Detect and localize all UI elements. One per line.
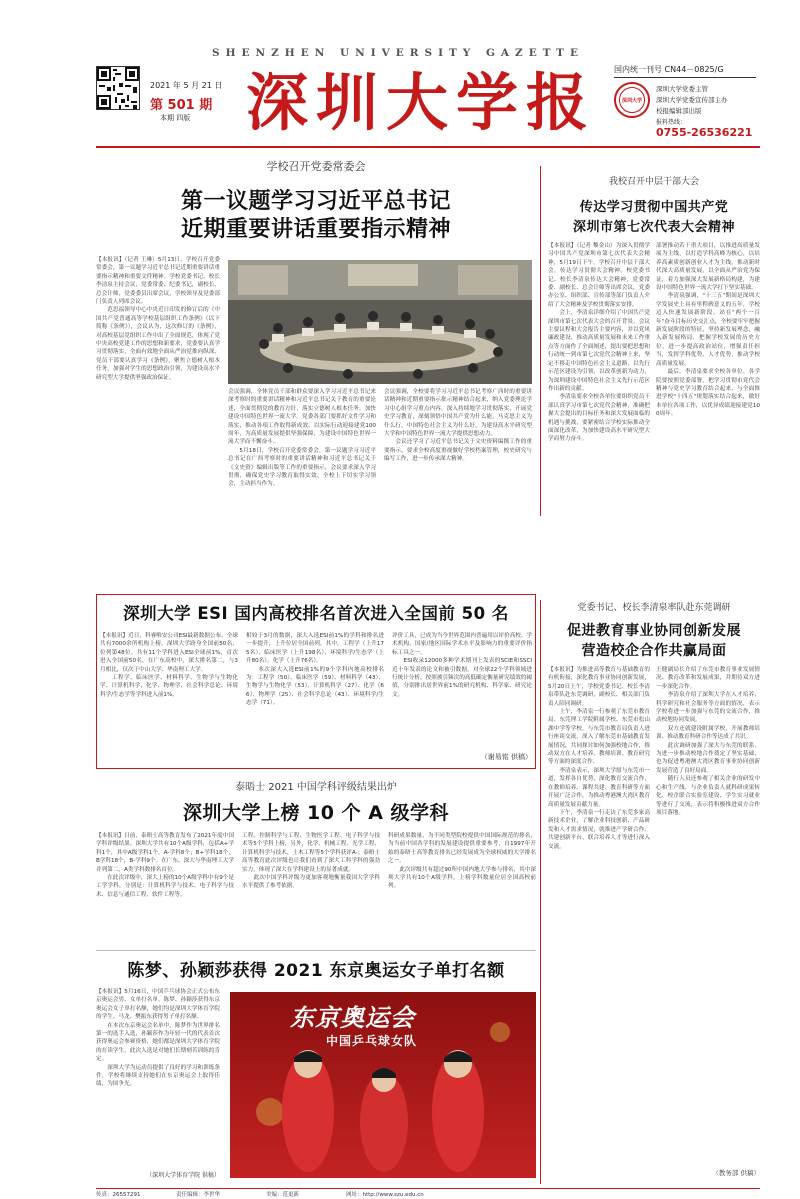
sponsor-2: 深圳大学党委宣传部主办 bbox=[656, 96, 728, 104]
article-4-col-2: 工程、控制科学与工程、生物医学工程、电子科学与技术等5个学科上榜，另外，化学、机械工程、光学工程、计算机科学与技术、土木工程等5个学科获评A-；泰晤士高等教育此次评级也让我们看到了深大工科学科的强劲实力，体现了深大在学科建设上的显著成就。 此次中国学科评级为更加客观地衡量我国大学学科水平提供了参考依据。 bbox=[242, 833, 380, 890]
article-5-col-1: 【本报讯】5月16日，中国乒乓球协会正式公布东京奥运会男、女单打名单。陈梦、孙颖莎获得东京奥运会女子单打名额，她们均是深圳大学体育学院的学生。马龙、樊振东获得男子单打名额。 在本次东京奥运会名单中，陈梦作为世界排名第一的选手入选，孙颖莎作为年轻一代的代表首次获得奥运会参赛资格，她们都是深圳大学体育学院的在读学生，此次入选是对她们长期刻苦训练的肯定。 深圳大学为运动员提供了良好的学习和训练条件，学校将继续支持她们在东京奥运会上取得佳绩，为国争光。 bbox=[96, 989, 220, 1088]
article-1 bbox=[96, 150, 536, 520]
article-5-byline: （深圳大学体育学院 供稿） bbox=[146, 1172, 220, 1179]
column-divider-bottom bbox=[540, 600, 541, 1184]
chinese-title: 深圳大学报 bbox=[246, 66, 597, 139]
article-5-headline: 陈梦、孙颖莎获得 2021 东京奥运女子单打名额 bbox=[127, 961, 505, 981]
page-count: 本期 四版 bbox=[160, 114, 191, 122]
university-seal bbox=[614, 82, 650, 118]
article-6-headline-line1: 促进教育事业协同创新发展 bbox=[567, 623, 741, 639]
article-4 bbox=[96, 778, 536, 946]
issue-number: 第 501 期 bbox=[150, 98, 213, 113]
article-6-col-1: 【本报讯】为推进高等教育与基础教育的有机衔接，深化教育事业协同创新发展，5月20日上午，学校党委书记、校长李清泉带队赴东莞调研，副校长、相关部门负责人陪同调研。 上午，李清泉一行参观了东莞市教育局、东莞理工学院附属学校、东莞市松山湖中学等学校，与东莞市教育局负责人进行座谈交流，深入了解东莞市基础教育发展情况，共同探讨如何加强校地合作，推动双方在人才培养、教师培训、教育研究等方面的深度合作。 李清泉表示，深圳大学愿与东莞市一道，发挥各自优势，深化教育交流合作，在教师培养、课程共建、教育科研等方面开展广泛合作，为推动粤港澳大湾区教育高质量发展贡献力量。 下午，李清泉一行走访了东莞多家高新技术企业，了解企业科技创新、产品研发和人才需求情况，就推进产学研合作、共建创新平台、联合培养人才等进行深入交流。 bbox=[548, 667, 650, 850]
footer-editor: 责任编辑：李世华 bbox=[176, 1192, 221, 1198]
issn-code: 国内统一刊号 CN44－0825/G bbox=[614, 65, 724, 74]
article-1-photo-meeting bbox=[228, 260, 532, 384]
article-3-byline: （谢易铭 供稿） bbox=[480, 753, 532, 761]
footer-fax: 传真：26557291 bbox=[96, 1192, 141, 1198]
english-title: SHENZHEN UNIVERSITY GAZETTE bbox=[212, 47, 584, 59]
article-1-col-1: 【本报讯】（记者 王琳）5月13日，学校召开党委常委会，第一议题学习近平总书记近期重要讲话重要指示精神和重要文件精神。学校党委书记、校长李清泉主持会议，党委常委、纪委书记，副校长、总会计师，党委委员出席会议，学校领导及党委部门负责人列席会议。 范思福领导中心中央近日印发的修订后的《中国共产党普通高等学校基层组织工作条例》（以下简称《条例》），会议认为，这次修订的《条例》，对高校基层党组织工作中出了全面规范，体现了党中央高校党建工作的思想和新要求，党委要认真学习贯彻落实，全面有效地全面从严治党推向纵深，党员干部要认真学习《条例》，聚焦立德树人根本任务，加强对学生的思想政治引领，为建设高水平研究型大学提供坚强政治保证。 bbox=[96, 257, 220, 381]
article-3-col-3: 评价工具，已成为当今世界范围内普遍用以评价高校、学术机构、国家/地区国际学术水平及影响力的重要评价指标工具之一。 ESI收录12000多种学术期刊上发表的SCIE和SSCI近十年发表的论文和被引数据，对全球22个学科领域进行统计分析，按照被引频次的高低确定衡量研究绩效的阈值，分别排出居世界前1%的研究机构、科学家、研究论文。 bbox=[392, 633, 532, 698]
article-5 bbox=[96, 956, 536, 1184]
footer bbox=[96, 1190, 760, 1199]
article-2-headline-line2: 深圳市第七次代表大会精神 bbox=[572, 220, 735, 235]
issue-date: 2021 年 5 月 21 日 bbox=[150, 81, 223, 90]
masthead-rule bbox=[96, 146, 760, 148]
article-4-kicker: 泰晤士 2021 中国学科评级结果出炉 bbox=[235, 782, 397, 793]
article-6-col-2: 王健副局长介绍了东莞市教育事业发展情况、教育改革和发展成果，并期待双方进一步深化合作。 李清泉介绍了深圳大学在人才培养、科学研究和社会服务等方面的情况，表示学校将进一步加强与东莞的交流合作，推动校地协同发展。 双方还就建设附属学校、开展教师培训、推动教育科研合作等达成了共识。 此次调研加强了深大与东莞的联系，为进一步推动校地合作奠定了坚实基础，也为促进粤港澳大湾区教育事业协同创新发展营造了良好局面。 随行人员还参观了相关企业的研发中心和生产线，与企业负责人就科研成果转化、校企联合实验室建设、学生实习就业等进行了交流，表示将积极推进双方合作项目落地。 bbox=[656, 667, 760, 816]
footer-rule bbox=[96, 1188, 760, 1189]
sponsor-3: 校报编辑部出版 bbox=[656, 107, 702, 115]
article-1-kicker: 学校召开党委常委会 bbox=[266, 160, 366, 173]
hotline-label: 报料热线： bbox=[656, 119, 687, 126]
article-1-headline-line2: 近期重要讲话重要指示精神 bbox=[180, 217, 451, 242]
issn-divider bbox=[614, 77, 756, 78]
article-4-headline: 深圳大学上榜 10 个 A 级学科 bbox=[182, 802, 450, 824]
article-1-col-2: 会议强调，全体党员干部和群众要深入学习习近平总书记来深考察时的重要讲话精神和习近平总书记关于教育的重要论述，全面贯彻党的教育方针，落实立德树人根本任务，加快建设中国特色世界一流大学。党委各部门要抓好文件学习和落实，推动各项工作取得新成效，以实际行动迎接建党100周年，为高质量发展提供坚强保障，为建设中国特色世界一流大学而不懈奋斗。 5月18日，学校召开党委常委会，第一议题学习习近平总书记在广西考察时的重要讲话精神和习近平总书记关于《文史资》编辑出版等工作的重要指示，会议要求深入学习贯彻，确保党史学习教育取得实效，全校上下切实学习领会，主动担当作为。 bbox=[228, 389, 376, 488]
article-4-col-1: 【本报讯】日前，泰晤士高等教育发布了2021年度中国学科评级结果。深圳大学共有10个A级学科，包括A+学科1个，其中A级学科1个，A-学科8个；B+学科18个，B学科18个，B-学科9个。在广东，深大与华南理工大学并列第二，A类学科数排名首位。 在此次评级中，深大上榜的10个A级学科中有9个是工学学科，分别是：计算机科学与技术、电子科学与技术、信息与通信工程、软件工程等。 bbox=[96, 833, 234, 898]
article-2-headline-line1: 传达学习贯彻中国共产党 bbox=[579, 200, 729, 215]
photo-subtitle: 中国乒乓球女队 bbox=[326, 1034, 418, 1048]
article-6-byline: （教务部 供稿） bbox=[712, 1169, 760, 1177]
footer-website: 网址：http://www.szu.edu.cn bbox=[346, 1192, 424, 1198]
article-2-col-2: 部署推动若干重大项目，以推进高质量发展为主线，以打造学科高峰为核心，以培养高素质创新创业人才为主线，推动新时代深大高质量发展，以全面从严治党为保证，着力加强深大发展新格局构建，为建设中国特色世界一流大学打下坚实基础。 李清泉强调，"十三五"期间是深圳大学发展史上具有里程碑意义的五年，学校迈入快速发展新阶段。站在"两个一百年"奋斗目标历史交汇点，全校要牢牢把握新发展阶段的特征，坚持新发展理念，融入新发展格局，把握学校发展的历史方位，进一步提高政治站位，增强责任担当，发挥学科优势、人才优势，推动学校高质量发展。 最后，李清泉要求全校各单位、各学院要按照党委部署，把学习贯彻市党代会精神与党史学习教育结合起来，与全面推进学校"十四五"规划落实结合起来，做好本单位各项工作，以优异成绩迎接建党100周年。 bbox=[656, 243, 760, 418]
article-6 bbox=[548, 596, 760, 1186]
article-6-kicker: 党委书记、校长李清泉率队赴东莞调研 bbox=[577, 603, 731, 613]
article-6-headline-line2: 营造校企合作共赢局面 bbox=[581, 643, 727, 659]
sponsor-1: 深圳大学党委主管 bbox=[656, 85, 708, 93]
photo-title: 东京奥运会 bbox=[290, 1004, 415, 1032]
article-2 bbox=[548, 166, 760, 526]
article-3-headline: 深圳大学 ESI 国内高校排名首次进入全国前 50 名 bbox=[123, 604, 509, 623]
column-divider-top bbox=[540, 166, 541, 516]
article-3 bbox=[100, 600, 532, 768]
article-3-col-1: 【本报讯】近日，科睿唯安公司ESI最新数据公布，全球共有7000余所机构上榜，深圳大学跻身全国前50名，位列第48位。共有11个学科进入ESI全球前1%，首次进入全国前50名，在广东高校中，深大排名第二，与3月相比，仅次于中山大学、华南理工大学。 工程学、临床医学、材料科学、生物学与生物化学、计算机科学、化学、物理学、社会科学总论、环境科学/生态学等学科进入前1%。 bbox=[100, 633, 238, 698]
article-1-col-3: 会议强调，全校要将学习习近平总书记考察广西时的重要讲话精神和近期重要指示批示精神结合起来，纳入党委理论学习中心组学习重点内容，深入持续地学习贯彻落实，开展党史学习教育，深刻领悟中国共产党为什么能，马克思主义为什么行，中国特色社会主义为什么好，为建设高水平研究型大学和中国特色世界一流大学提供思想动力。 会议还学习了习近平总书记关于文史资料编撰工作的重要指示，要求全校高度重视做好学校档案管理，校史研究与编写工作，进一步传承深大精神。 bbox=[384, 389, 532, 463]
article-5-rule bbox=[96, 950, 536, 951]
article-3-col-2: 相较于3月的数据，深大入选ESI前1%的学科和排名进一步提升，上升位居全国前列，其中，工程学（上升175名）、临床医学（上升198名）、环境科学/生态学（上升80名），化学（上升76名）。 本次深大入选ESI前1%的9个学科内地高校排名为：工程学（50）、临床医学（59）、材料科学（43）、生物学与生物化学（53）、计算机科学（27）、化学（66）、物理学（25）、社会科学总论（43）、环境科学/生态学（71）。 bbox=[246, 633, 384, 707]
article-5-photo-olympic bbox=[230, 992, 536, 1178]
article-2-col-1: 【本报讯】（记者 黎金山）为深入贯彻学习中国共产党深圳市第七次代表大会精神，5月19日下午，学校召开中层干部大会，传达学习贯彻大会精神。校党委书记、校长李清泉传达大会精神，党委常委、副校长、总会计师等出席会议，党委办公室、组织部、宣传部等部门负责人介绍了大会精神及学校贯彻落实安排。 会上，李清泉详细介绍了中国共产党深圳市第七次代表大会的召开背景、会议主要议程和大会报告主要内容，并以党风廉政建设、推动高质量发展和未来工作重点等方面作了全面阐述，提出要把思想和行动统一到市第七次党代会精神上来，坚定不移走中国特色社会主义道路，以先行示范区建设为引领，以改革创新为动力，为深圳建设中国特色社会主义先行示范区作出新的贡献。 李清泉要求全校各单位要组织党员干部认真学习市第七次党代会精神，准确把握大会提出的目标任务和深大发展面临的机遇与挑战，要紧密结合学校实际推动全面深化改革，为加快建设高水平研究型大学而努力奋斗。 bbox=[548, 243, 650, 443]
seal-text: 深圳大学 bbox=[621, 97, 642, 104]
hotline-number: 0755-26536221 bbox=[656, 126, 753, 139]
qr-code bbox=[96, 66, 140, 110]
article-2-kicker: 我校召开中层干部大会 bbox=[608, 177, 699, 187]
article-1-headline-line1: 第一议题学习习近平总书记 bbox=[180, 189, 451, 214]
article-4-col-3: 科研成果数量、为不同类型院校提供中国国际规范的排名，为当前中国各学科的发展建设提供重要参考，自1997年开始的泰晤士高等教育排名已经发展成为全球权威的大学排名之一。 此次评级共有超过90所中国内地大学参与排名，其中深圳大学共有10个A级学科，上榜学科数量位居全国高校前列。 bbox=[388, 833, 536, 890]
masthead bbox=[0, 0, 800, 168]
footer-designer: 美编：范更新 bbox=[266, 1192, 300, 1198]
